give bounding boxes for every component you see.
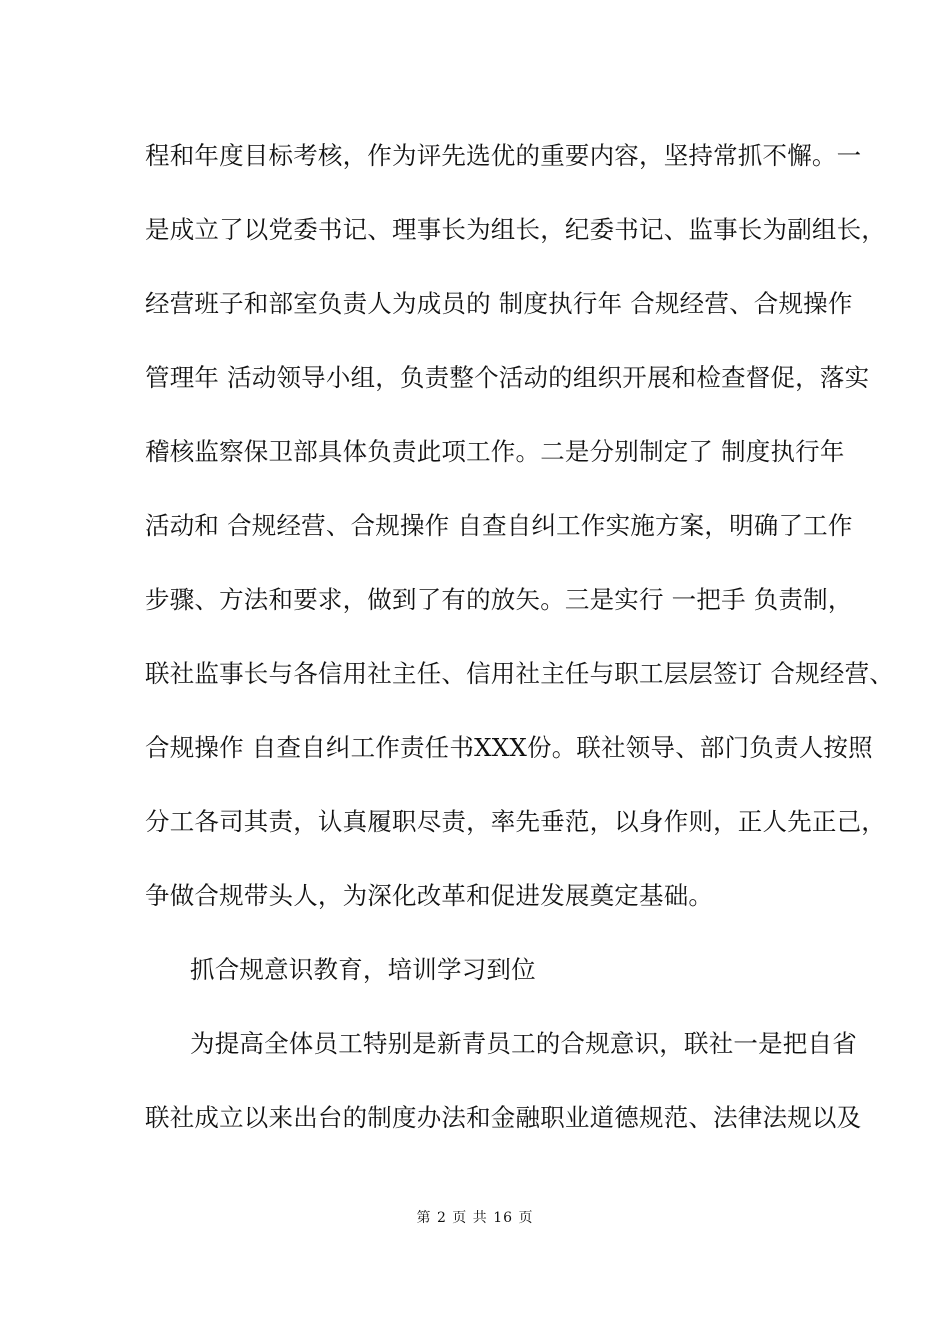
paragraph-line: 分工各司其责，认真履职尽责，率先垂范，以身作则，正人先正己，: [145, 807, 886, 836]
paragraph-line: 争做合规带头人，为深化改革和促进发展奠定基础。: [145, 881, 714, 910]
paragraph-line: 步骤、方法和要求，做到了有的放矢。三是实行 一把手 负责制，: [145, 585, 853, 614]
page-number-footer: 第 2 页 共 16 页: [416, 1210, 534, 1226]
paragraph-line: 管理年 活动领导小组，负责整个活动的组织开展和检查督促，落实: [145, 363, 870, 392]
paragraph-line: 活动和 合规经营、合规操作 自查自纠工作实施方案，明确了工作: [145, 511, 853, 540]
paragraph-line: 合规操作 自查自纠工作责任书XXX份。联社领导、部门负责人按照: [145, 733, 873, 762]
paragraph-line: 联社监事长与各信用社主任、信用社主任与职工层层签订 合规经营、: [145, 659, 894, 688]
paragraph-line: 稽核监察保卫部具体负责此项工作。二是分别制定了 制度执行年: [145, 437, 845, 466]
section-heading: 抓合规意识教育，培训学习到位: [190, 955, 536, 984]
paragraph-line: 程和年度目标考核，作为评先选优的重要内容，坚持常抓不懈。一: [145, 141, 862, 170]
paragraph-line: 联社成立以来出台的制度办法和金融职业道德规范、法律法规以及: [145, 1103, 862, 1132]
paragraph-line: 为提高全体员工特别是新青员工的合规意识，联社一是把自省: [190, 1029, 857, 1058]
paragraph-line: 是成立了以党委书记、理事长为组长，纪委书记、监事长为副组长，: [145, 215, 886, 244]
paragraph-line: 经营班子和部室负责人为成员的 制度执行年 合规经营、合规操作: [145, 289, 853, 318]
